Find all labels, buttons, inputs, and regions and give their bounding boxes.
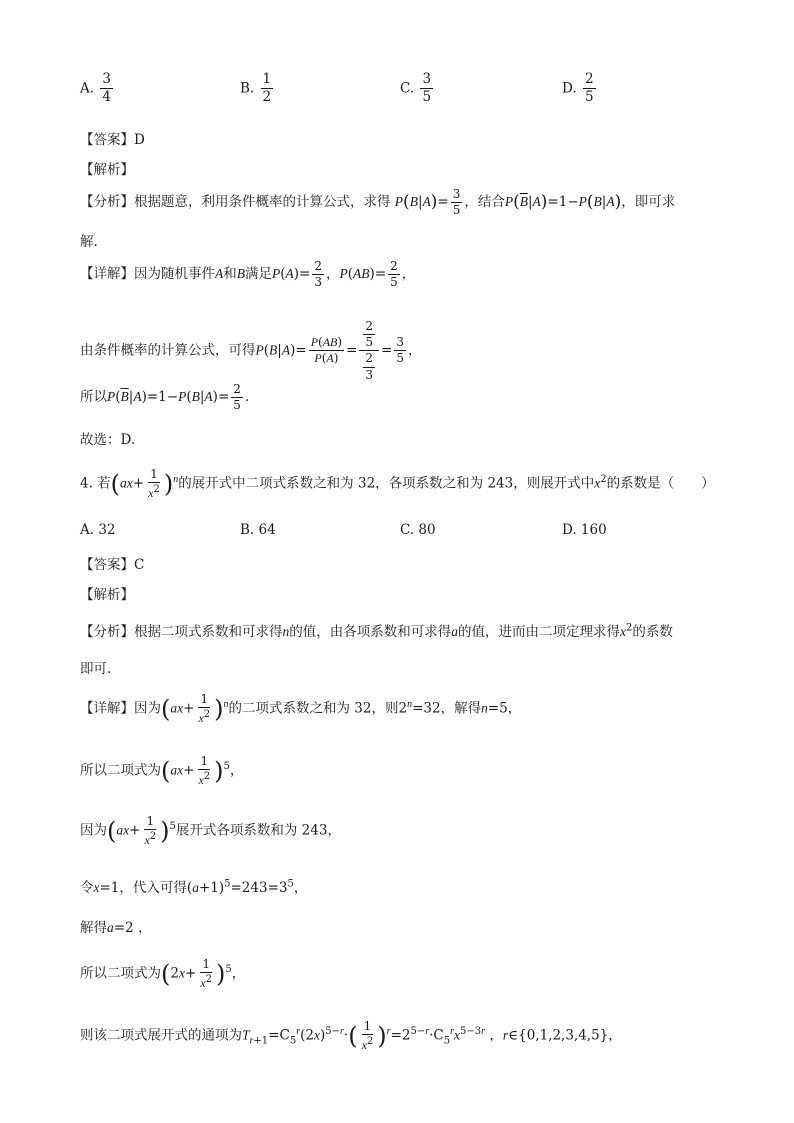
q4-step-4: 令x=1，代入可得$(a+1)^5=243=3^5$， xyxy=(80,878,308,896)
q4-answer: 【答案】C xyxy=(80,557,145,573)
q4-fenxi: 【分析】根据二项式系数和可求得n的值，由各项系数和可求得a的值，进而由二项定理求得$x^2$的系数 xyxy=(80,622,673,640)
q3-fenxi: 【分析】根据题意，利用条件概率的计算公式，求得 P(B|A)= $\frac{3}{5}$ ，结合$P(\overline{B}|A)=1-P(B|A)$，即可求 xyxy=(80,187,676,218)
option-letter: C. xyxy=(400,80,419,97)
q4-step-2: 所以二项式为(ax+ $\frac{1}{x^2}$ )$^5$， xyxy=(80,754,244,788)
q3-analysis-label: 【解析】 xyxy=(80,162,134,178)
q4-stem: 4. 若(ax+ $\frac{1}{x^2}$ )$^n$的展开式中二项式系数之和为 32，各项系数之和为 243，则展开式中$x^2$的系数是（ ） xyxy=(80,467,715,501)
q4-analysis-label: 【解析】 xyxy=(80,587,134,603)
q4-option-d[interactable]: D. 160 xyxy=(562,522,607,538)
q3-option-b[interactable] xyxy=(240,72,275,105)
option-letter: B. xyxy=(240,80,259,97)
q3-xiangjie-2: 由条件概率的计算公式，可得P(B|A)= $\frac{P(AB)}{P(A)}$ = $\frac{\frac{2}{5}}{\frac{2}{3}}$ = $\frac{3}{5}$ ， xyxy=(80,319,422,382)
option-letter: A. xyxy=(80,80,99,97)
q3-conclusion: 故选：D. xyxy=(80,432,136,448)
option-fraction: $\frac{2}{5}$ xyxy=(584,71,594,105)
q4-step-5: 解得a=2 ， xyxy=(80,920,152,936)
q4-option-a[interactable]: A. 32 xyxy=(80,522,116,538)
q3-xiangjie-3: 所以$P(\overline{B}|A)=1-P(B|A)=$ $\frac{2}{5}$ . xyxy=(80,382,250,413)
q3-option-a[interactable] xyxy=(80,72,115,105)
q3-option-d[interactable] xyxy=(562,72,598,105)
q3-answer: 【答案】D xyxy=(80,132,145,148)
q4-step-1: 【详解】因为(ax+ $\frac{1}{x^2}$ )$^n$的二项式系数之和为 32，则$2^n=32$，解得n=5， xyxy=(80,692,522,726)
q4-step-7: 则该二项式展开式的通项为$T_{r+1}=C_5^r(2x)^{5-r}\cdot$( $\frac{1}{x^2}$ )$^r=2^{5-r}\cdot C_5^rx^{5-3r}$ ，r∈{0,1,2,3,4,5}， xyxy=(80,1019,622,1053)
q3-fenxi-cont: 解. xyxy=(80,234,98,250)
option-fraction: $\frac{1}{2}$ xyxy=(262,71,272,105)
q3-xiangjie-1: 【详解】因为随机事件A和B满足P(A)= $\frac{2}{3}$ ，P(AB)= $\frac{2}{5}$ ， xyxy=(80,259,416,290)
q4-option-b[interactable]: B. 64 xyxy=(240,522,276,538)
option-fraction: $\frac{3}{4}$ xyxy=(102,71,111,105)
option-letter: D. xyxy=(562,80,581,97)
q4-option-c[interactable]: C. 80 xyxy=(400,522,436,538)
q3-option-c[interactable] xyxy=(400,72,435,105)
fenxi-label: 【分析】 xyxy=(80,194,134,211)
q4-step-3: 因为(ax+ $\frac{1}{x^2}$ )$^5$展开式各项系数和为 243， xyxy=(80,814,341,848)
q4-fenxi-cont: 即可. xyxy=(80,661,112,677)
q4-step-6: 所以二项式为(2x+ $\frac{1}{x^2}$ )$^5$， xyxy=(80,957,246,991)
option-fraction: $\frac{3}{5}$ xyxy=(422,71,432,105)
